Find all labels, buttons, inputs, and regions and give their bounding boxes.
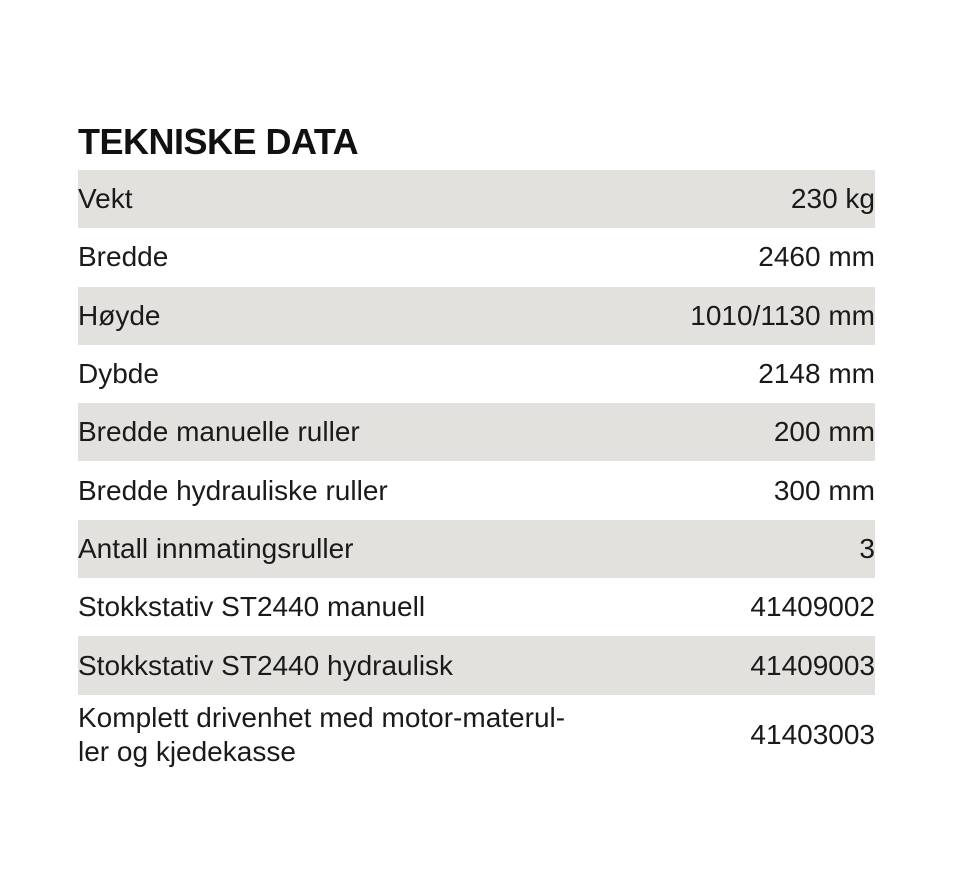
spec-row-depth [78,345,875,403]
spec-value: 2460 mm [758,241,875,273]
spec-value: 2148 mm [758,358,875,390]
spec-label: Dybde [78,358,159,390]
spec-row-hydraulic-roller-width [78,461,875,519]
spec-value: 41409002 [750,591,875,623]
spec-table [78,170,875,775]
spec-row-drive-unit [78,695,875,775]
spec-row-log-stand-manual [78,578,875,636]
technical-data-sheet [78,118,875,775]
spec-row-feed-roller-count [78,520,875,578]
spec-value: 200 mm [773,416,875,448]
spec-value: 230 kg [790,183,875,215]
spec-row-height [78,287,875,345]
spec-label: Stokkstativ ST2440 manuell [78,591,426,623]
spec-value: 3 [859,532,875,564]
spec-label: Vekt [78,183,133,215]
spec-label: Stokkstativ ST2440 hydraulisk [78,649,454,681]
spec-label: Bredde manuelle ruller [78,416,360,448]
spec-label: Komplett drivenhet med motor-materul- ler og kjedekasse [78,701,566,767]
spec-row-weight [78,170,875,228]
spec-label: Bredde [78,241,169,273]
spec-value: 41409003 [750,649,875,681]
spec-label: Antall innmatingsruller [78,532,354,564]
spec-value: 41403003 [750,718,875,750]
spec-row-log-stand-hydraulic [78,636,875,694]
spec-row-width [78,228,875,286]
spec-value: 300 mm [773,474,875,506]
section-title: TEKNISKE DATA [78,121,359,162]
spec-label: Høyde [78,299,161,331]
spec-row-manual-roller-width [78,403,875,461]
spec-label: Bredde hydrauliske ruller [78,474,388,506]
spec-value: 1010/1130 mm [690,299,875,331]
